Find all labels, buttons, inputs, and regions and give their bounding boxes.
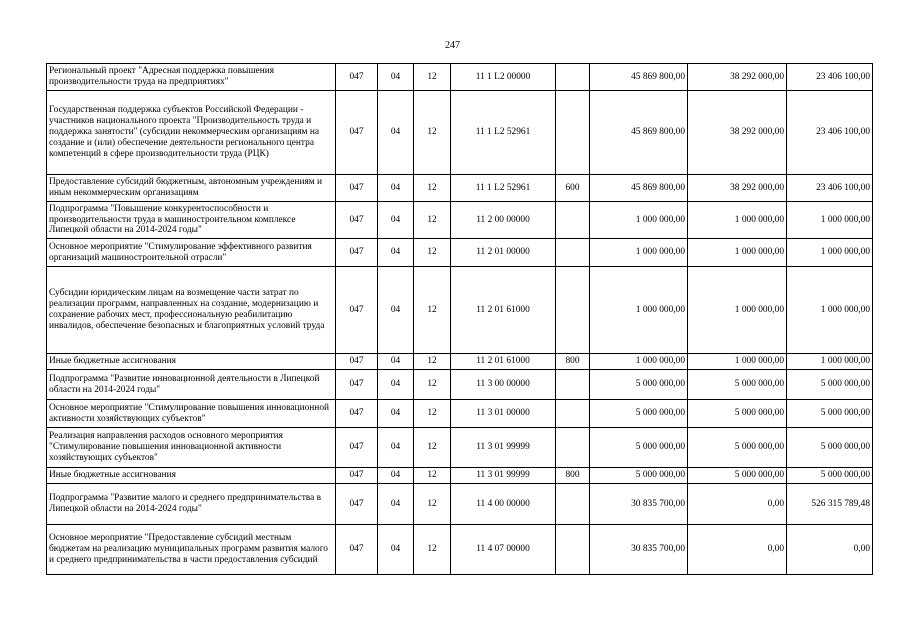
- target-article-cell: 11 2 01 00000: [451, 239, 556, 267]
- target-article-cell: 11 2 00 00000: [451, 202, 556, 239]
- section-cell: 04: [378, 354, 414, 370]
- amount-year3-cell: 1 000 000,00: [787, 239, 873, 267]
- grbs-cell: 047: [336, 468, 378, 484]
- expense-type-cell: [556, 202, 590, 239]
- amount-year1-cell: 30 835 700,00: [590, 525, 688, 575]
- amount-year2-cell: 5 000 000,00: [688, 400, 787, 428]
- row-name-cell: Основное мероприятие "Предоставление субсидий местным бюджетам на реализацию муниципальных программ развития малого и среднего предпринимательства в части предоставления субсидий: [47, 525, 336, 575]
- target-article-cell: 11 3 00 00000: [451, 370, 556, 400]
- amount-year3-cell: 23 406 100,00: [787, 175, 873, 202]
- table-row: [47, 175, 873, 202]
- target-article-cell: 11 1 L2 52961: [451, 175, 556, 202]
- subsection-cell: 12: [414, 64, 451, 91]
- target-article-cell: 11 4 00 00000: [451, 484, 556, 525]
- amount-year2-cell: 1 000 000,00: [688, 354, 787, 370]
- table-row: [47, 525, 873, 575]
- target-article-cell: 11 3 01 99999: [451, 428, 556, 468]
- table-row: [47, 64, 873, 91]
- amount-year2-cell: 5 000 000,00: [688, 468, 787, 484]
- subsection-cell: 12: [414, 175, 451, 202]
- subsection-cell: 12: [414, 468, 451, 484]
- amount-year1-cell: 45 869 800,00: [590, 64, 688, 91]
- grbs-cell: 047: [336, 175, 378, 202]
- table-row: [47, 239, 873, 267]
- amount-year1-cell: 1 000 000,00: [590, 354, 688, 370]
- table-row: [47, 484, 873, 525]
- section-cell: 04: [378, 64, 414, 91]
- row-name-cell: Иные бюджетные ассигнования: [47, 354, 336, 370]
- table-row: [47, 267, 873, 354]
- amount-year3-cell: 5 000 000,00: [787, 370, 873, 400]
- amount-year1-cell: 1 000 000,00: [590, 202, 688, 239]
- amount-year1-cell: 45 869 800,00: [590, 175, 688, 202]
- grbs-cell: 047: [336, 400, 378, 428]
- row-name-cell: Иные бюджетные ассигнования: [47, 468, 336, 484]
- amount-year2-cell: 1 000 000,00: [688, 239, 787, 267]
- grbs-cell: 047: [336, 354, 378, 370]
- amount-year3-cell: 1 000 000,00: [787, 202, 873, 239]
- expense-type-cell: [556, 400, 590, 428]
- table-row: [47, 468, 873, 484]
- target-article-cell: 11 2 01 61000: [451, 267, 556, 354]
- expense-type-cell: [556, 64, 590, 91]
- row-name-cell: Подпрограмма "Повышение конкурентоспособности и производительности труда в машиностроительном комплексе Липецкой области на 2014-2024 годы": [47, 202, 336, 239]
- amount-year2-cell: 1 000 000,00: [688, 202, 787, 239]
- section-cell: 04: [378, 267, 414, 354]
- section-cell: 04: [378, 202, 414, 239]
- row-name-cell: Региональный проект "Адресная поддержка повышения производительности труда на предприятиях": [47, 64, 336, 91]
- section-cell: 04: [378, 91, 414, 175]
- section-cell: 04: [378, 428, 414, 468]
- target-article-cell: 11 1 L2 00000: [451, 64, 556, 91]
- subsection-cell: 12: [414, 267, 451, 354]
- grbs-cell: 047: [336, 64, 378, 91]
- grbs-cell: 047: [336, 202, 378, 239]
- grbs-cell: 047: [336, 428, 378, 468]
- grbs-cell: 047: [336, 370, 378, 400]
- target-article-cell: 11 1 L2 52961: [451, 91, 556, 175]
- subsection-cell: 12: [414, 400, 451, 428]
- table-row: [47, 428, 873, 468]
- expense-type-cell: 800: [556, 354, 590, 370]
- expense-type-cell: [556, 239, 590, 267]
- amount-year1-cell: 30 835 700,00: [590, 484, 688, 525]
- subsection-cell: 12: [414, 370, 451, 400]
- amount-year3-cell: 0,00: [787, 525, 873, 575]
- subsection-cell: 12: [414, 525, 451, 575]
- subsection-cell: 12: [414, 354, 451, 370]
- expense-type-cell: [556, 267, 590, 354]
- expense-type-cell: 600: [556, 175, 590, 202]
- amount-year1-cell: 1 000 000,00: [590, 239, 688, 267]
- expense-type-cell: [556, 525, 590, 575]
- table-row: [47, 202, 873, 239]
- row-name-cell: Основное мероприятие "Стимулирование эффективного развития организаций машиностроительной отрасли": [47, 239, 336, 267]
- target-article-cell: 11 3 01 99999: [451, 468, 556, 484]
- amount-year1-cell: 5 000 000,00: [590, 428, 688, 468]
- expense-type-cell: 800: [556, 468, 590, 484]
- amount-year3-cell: 1 000 000,00: [787, 354, 873, 370]
- target-article-cell: 11 3 01 00000: [451, 400, 556, 428]
- section-cell: 04: [378, 400, 414, 428]
- amount-year2-cell: 38 292 000,00: [688, 175, 787, 202]
- row-name-cell: Реализация направления расходов основного мероприятия "Стимулирование повышения инновационной активности хозяйствующих субъектов": [47, 428, 336, 468]
- amount-year1-cell: 5 000 000,00: [590, 370, 688, 400]
- amount-year1-cell: 5 000 000,00: [590, 468, 688, 484]
- amount-year1-cell: 5 000 000,00: [590, 400, 688, 428]
- row-name-cell: Государственная поддержка субъектов Российской Федерации - участников национального проекта "Производительность труда и поддержка занятости" (субсидии некоммерческим организациям на создание и (или) обеспечение деятельности регионального центра компетенций в сфере производительности труда (РЦК): [47, 91, 336, 175]
- subsection-cell: 12: [414, 428, 451, 468]
- row-name-cell: Подпрограмма "Развитие малого и среднего предпринимательства в Липецкой области на 2014-2024 годы": [47, 484, 336, 525]
- amount-year2-cell: 38 292 000,00: [688, 91, 787, 175]
- amount-year3-cell: 23 406 100,00: [787, 64, 873, 91]
- amount-year3-cell: 526 315 789,48: [787, 484, 873, 525]
- row-name-cell: Предоставление субсидий бюджетным, автономным учреждениям и иным некоммерческим организациям: [47, 175, 336, 202]
- expense-type-cell: [556, 484, 590, 525]
- expense-type-cell: [556, 370, 590, 400]
- grbs-cell: 047: [336, 525, 378, 575]
- subsection-cell: 12: [414, 239, 451, 267]
- amount-year3-cell: 5 000 000,00: [787, 400, 873, 428]
- section-cell: 04: [378, 239, 414, 267]
- section-cell: 04: [378, 370, 414, 400]
- row-name-cell: Подпрограмма "Развитие инновационной деятельности в Липецкой области на 2014-2024 годы": [47, 370, 336, 400]
- budget-table: [46, 63, 873, 575]
- subsection-cell: 12: [414, 202, 451, 239]
- amount-year1-cell: 1 000 000,00: [590, 267, 688, 354]
- table-row: [47, 370, 873, 400]
- section-cell: 04: [378, 525, 414, 575]
- table-body: [47, 64, 873, 575]
- expense-type-cell: [556, 91, 590, 175]
- amount-year3-cell: 23 406 100,00: [787, 91, 873, 175]
- section-cell: 04: [378, 175, 414, 202]
- grbs-cell: 047: [336, 91, 378, 175]
- subsection-cell: 12: [414, 91, 451, 175]
- table-row: [47, 400, 873, 428]
- expense-type-cell: [556, 428, 590, 468]
- table-row: [47, 91, 873, 175]
- amount-year3-cell: 5 000 000,00: [787, 428, 873, 468]
- amount-year3-cell: 5 000 000,00: [787, 468, 873, 484]
- target-article-cell: 11 2 01 61000: [451, 354, 556, 370]
- amount-year2-cell: 0,00: [688, 484, 787, 525]
- page-number: 247: [445, 40, 460, 51]
- amount-year2-cell: 38 292 000,00: [688, 64, 787, 91]
- amount-year2-cell: 5 000 000,00: [688, 428, 787, 468]
- amount-year2-cell: 0,00: [688, 525, 787, 575]
- amount-year2-cell: 5 000 000,00: [688, 370, 787, 400]
- amount-year1-cell: 45 869 800,00: [590, 91, 688, 175]
- table-row: [47, 354, 873, 370]
- grbs-cell: 047: [336, 484, 378, 525]
- row-name-cell: Основное мероприятие "Стимулирование повышения инновационной активности хозяйствующих субъектов": [47, 400, 336, 428]
- subsection-cell: 12: [414, 484, 451, 525]
- grbs-cell: 047: [336, 239, 378, 267]
- row-name-cell: Субсидии юридическим лицам на возмещение части затрат по реализации программ, направленных на создание, модернизацию и сохранение рабочих мест, профессиональную реабилитацию инвалидов, обеспечение безопасных и благоприятных условий труда: [47, 267, 336, 354]
- target-article-cell: 11 4 07 00000: [451, 525, 556, 575]
- section-cell: 04: [378, 468, 414, 484]
- amount-year3-cell: 1 000 000,00: [787, 267, 873, 354]
- amount-year2-cell: 1 000 000,00: [688, 267, 787, 354]
- grbs-cell: 047: [336, 267, 378, 354]
- section-cell: 04: [378, 484, 414, 525]
